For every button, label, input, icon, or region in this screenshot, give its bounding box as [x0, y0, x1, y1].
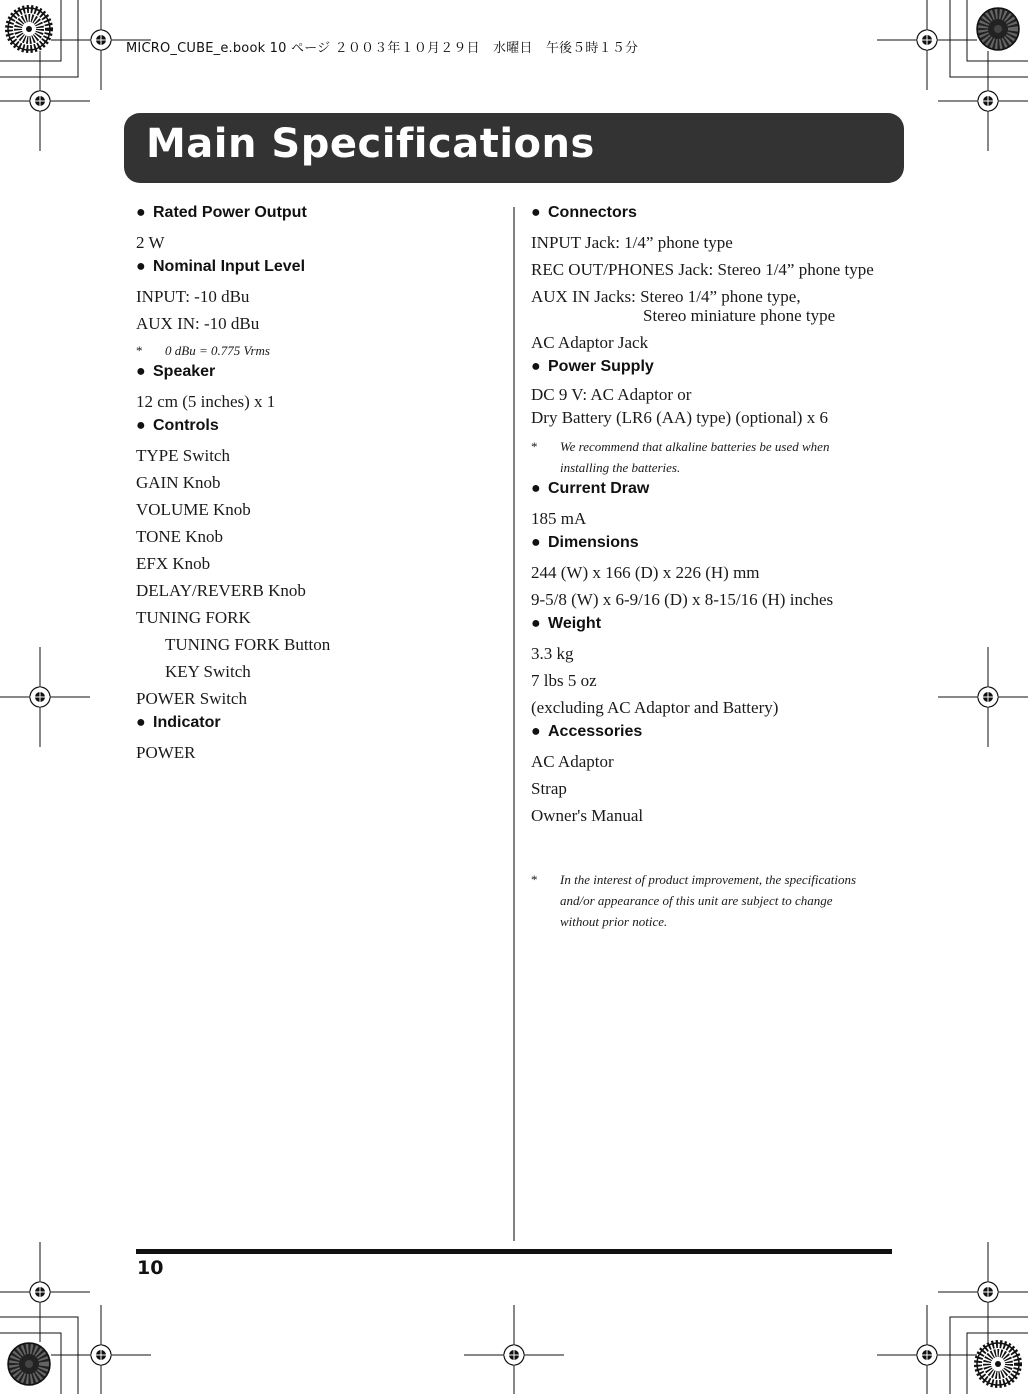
spec-weight — [531, 613, 901, 721]
section-title — [136, 712, 506, 734]
spec-dimensions — [531, 532, 901, 613]
bullet-icon: ● — [136, 417, 146, 434]
section-title — [531, 202, 901, 224]
spec-line: 244 (W) x 166 (D) x 226 (H) mm — [531, 563, 760, 582]
spec-line: AC Adaptor — [531, 752, 614, 771]
spec-line: Owner's Manual — [531, 806, 644, 825]
note-text: 0 dBu = 0.775 Vrms — [165, 343, 270, 358]
bullet-icon: ● — [531, 534, 541, 551]
section-title-text: Rated Power Output — [153, 204, 307, 221]
spec-speaker — [136, 361, 506, 415]
spec-line: INPUT: -10 dBu — [136, 287, 250, 306]
section-title — [531, 613, 901, 635]
note-marker: * — [531, 439, 538, 454]
spec-line: AC Adaptor Jack — [531, 333, 649, 352]
section-title — [531, 478, 901, 500]
section-title-text: Current Draw — [548, 480, 650, 497]
spec-line: AUX IN: -10 dBu — [136, 314, 260, 333]
spec-line: 3.3 kg — [531, 644, 574, 663]
spec-sub-line: TUNING FORK Button — [165, 635, 331, 654]
note-text: and/or appearance of this unit are subject to change — [560, 893, 833, 908]
note-marker: * — [531, 872, 538, 887]
bullet-icon: ● — [531, 723, 541, 740]
spec-line: TUNING FORK — [136, 608, 251, 627]
note-marker: * — [136, 343, 143, 358]
column-divider — [513, 207, 515, 1241]
spec-power-supply — [531, 356, 901, 478]
spec-continuation-line: Stereo miniature phone type — [643, 306, 836, 325]
spec-line: POWER Switch — [136, 689, 247, 708]
spec-indicator — [136, 712, 506, 766]
section-title — [136, 256, 506, 278]
spec-sub-line: KEY Switch — [165, 662, 251, 681]
spec-line: TONE Knob — [136, 527, 224, 546]
bullet-icon: ● — [136, 258, 146, 275]
section-title-text: Nominal Input Level — [153, 258, 306, 275]
spec-nominal-input-level — [136, 256, 506, 361]
section-title-text: Speaker — [153, 363, 216, 380]
spec-line: VOLUME Knob — [136, 500, 251, 519]
spec-line: EFX Knob — [136, 554, 211, 573]
bullet-icon: ● — [531, 480, 541, 497]
footer-rule — [136, 1249, 892, 1254]
spec-line: 9-5/8 (W) x 6-9/16 (D) x 8-15/16 (H) inches — [531, 590, 834, 609]
section-title-text: Connectors — [548, 204, 637, 221]
spec-line: INPUT Jack: 1/4” phone type — [531, 233, 733, 252]
footnote — [531, 436, 901, 478]
spec-line: DELAY/REVERB Knob — [136, 581, 306, 600]
spec-line: DC 9 V: AC Adaptor or — [531, 385, 692, 404]
spec-line: 2 W — [136, 233, 165, 252]
spec-line: 185 mA — [531, 509, 587, 528]
left-column — [136, 202, 506, 766]
spec-line: TYPE Switch — [136, 446, 230, 465]
spec-rated-power-output — [136, 202, 506, 256]
section-title — [136, 202, 506, 224]
section-title — [531, 532, 901, 554]
section-title — [136, 415, 506, 437]
spec-line: Strap — [531, 779, 567, 798]
page-title: Main Specifications — [146, 121, 595, 167]
title-banner — [124, 113, 904, 183]
footnote — [136, 340, 506, 361]
bullet-icon: ● — [136, 204, 146, 221]
spec-connectors — [531, 202, 901, 356]
section-title — [136, 361, 506, 383]
section-title-text: Dimensions — [548, 534, 639, 551]
spec-current-draw — [531, 478, 901, 532]
bullet-icon: ● — [531, 358, 541, 375]
section-title-text: Weight — [548, 615, 602, 632]
spec-line: 7 lbs 5 oz — [531, 671, 597, 690]
note-text: In the interest of product improvement, the specifications — [560, 872, 857, 887]
section-title-text: Controls — [153, 417, 219, 434]
section-title-text: Power Supply — [548, 358, 654, 375]
spec-controls — [136, 415, 506, 712]
spec-line: (excluding AC Adaptor and Battery) — [531, 698, 779, 717]
section-title-text: Indicator — [153, 714, 221, 731]
spec-line: Dry Battery (LR6 (AA) type) (optional) x 6 — [531, 408, 828, 427]
spec-line: REC OUT/PHONES Jack: Stereo 1/4” phone type — [531, 260, 874, 279]
bullet-icon: ● — [136, 714, 146, 731]
bullet-icon: ● — [531, 204, 541, 221]
note-text: installing the batteries. — [560, 460, 681, 475]
bullet-icon: ● — [531, 615, 541, 632]
disclaimer-note — [531, 869, 901, 932]
spec-line: POWER — [136, 743, 196, 762]
spec-line: AUX IN Jacks: Stereo 1/4” phone type, — [531, 287, 801, 306]
print-header: MICRO_CUBE_e.book 10 ページ ２００３年１０月２９日 水曜日 午後５時１５分 — [126, 41, 639, 56]
note-text: without prior notice. — [560, 914, 668, 929]
section-title-text: Accessories — [548, 723, 643, 740]
spec-line: GAIN Knob — [136, 473, 221, 492]
spec-line: 12 cm (5 inches) x 1 — [136, 392, 276, 411]
right-column — [531, 202, 901, 932]
bullet-icon: ● — [136, 363, 146, 380]
section-title — [531, 721, 901, 743]
page-number: 10 — [137, 1257, 164, 1279]
note-text: We recommend that alkaline batteries be used when — [560, 439, 830, 454]
section-title — [531, 356, 901, 378]
spec-accessories — [531, 721, 901, 932]
